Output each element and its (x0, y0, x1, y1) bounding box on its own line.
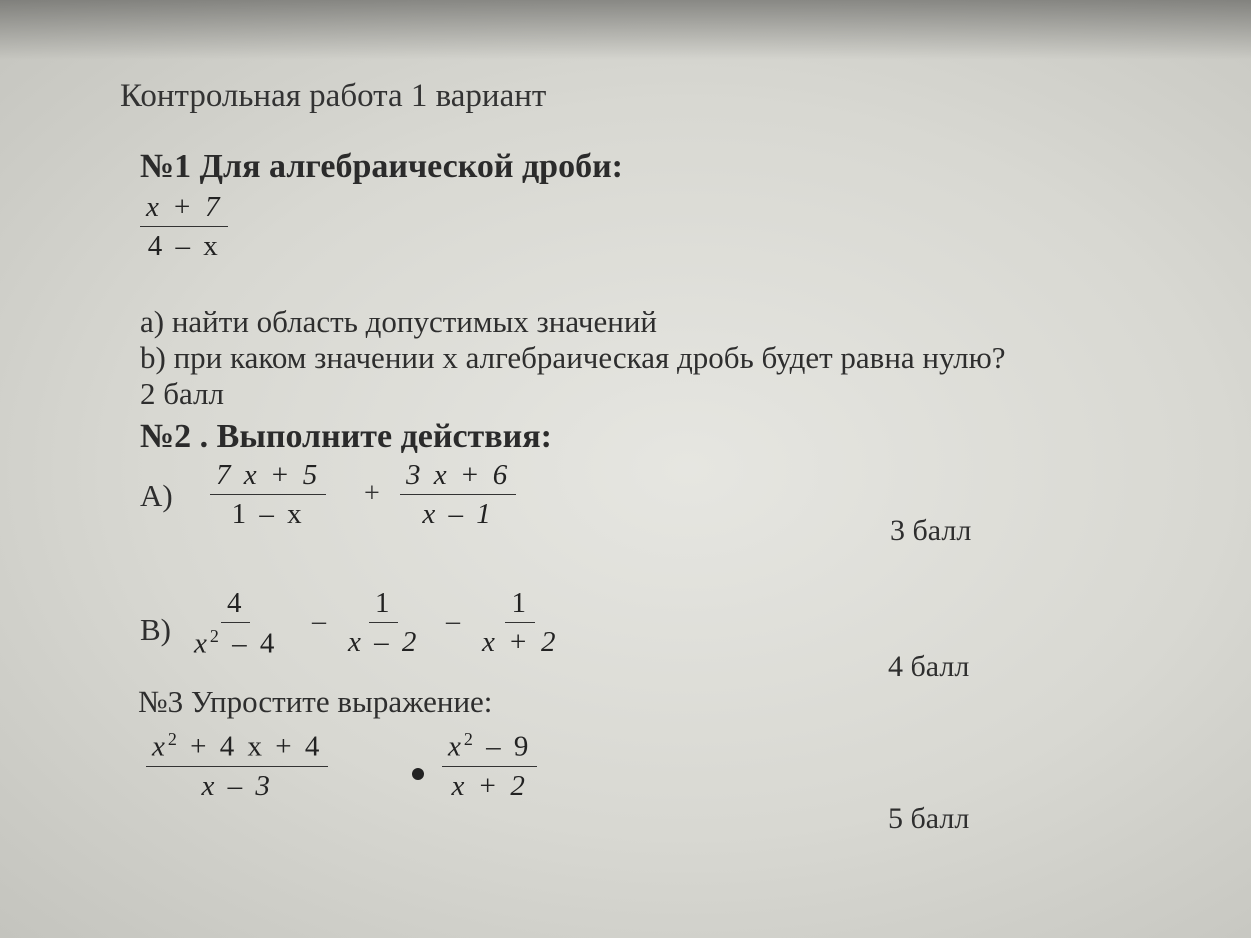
task3-fraction-1 (146, 730, 328, 802)
task2-a-fraction-2 (400, 460, 516, 531)
task2-b-score: 4 балл (888, 650, 970, 683)
task2-a-plus-sign: + (364, 478, 380, 509)
task2-b-f3-denominator: x + 2 (482, 625, 559, 658)
task1-part-b: b) при каком значении х алгебраическая дробь будет равна нулю? (140, 340, 1006, 375)
task2-b-f2-numerator: 1 (369, 588, 399, 623)
task2-a-label: А) (140, 478, 173, 513)
task2-b-f2-denominator: x – 2 (348, 625, 420, 658)
task3-f2-denominator: x + 2 (451, 769, 528, 802)
task2-b-fraction-1 (188, 588, 283, 660)
task3-f1-num-rest: + 4 x + 4 (179, 730, 323, 763)
task1-denominator: 4 – x (147, 229, 221, 262)
task2-b-f1-den-exponent: 2 (209, 625, 222, 646)
task3-f2-num-rest: – 9 (475, 730, 532, 763)
task3-f1-num-exponent: 2 (167, 729, 180, 749)
task2-a-score: 3 балл (890, 514, 972, 547)
task3-f2-num-base: x (448, 730, 464, 763)
multiplication-dot-icon (412, 768, 424, 780)
task3-heading: №3 Упростите выражение: (138, 684, 493, 719)
task1-part-a: a) найти область допустимых значений (140, 304, 658, 339)
task2-b-f3-numerator: 1 (505, 588, 535, 623)
task3-score: 5 балл (888, 802, 970, 835)
task2-b-label: В) (140, 612, 171, 647)
task2-b-minus-sign-1: – (312, 606, 326, 637)
task2-b-fraction-2 (342, 588, 425, 659)
task3-f1-denominator: x – 3 (201, 769, 273, 802)
task2-a-f1-denominator: 1 – x (231, 497, 305, 530)
task1-fraction (140, 192, 228, 263)
page-title: Контрольная работа 1 вариант (120, 78, 547, 114)
task2-b-minus-sign-2: – (446, 606, 460, 637)
task2-heading: №2 . Выполните действия: (140, 418, 552, 455)
task2-b-f1-den-rest: – 4 (221, 627, 278, 660)
task2-a-f2-numerator: 3 x + 6 (400, 460, 516, 495)
task3-fraction-2 (442, 730, 537, 802)
task1-heading: №1 Для алгебраической дроби: (140, 148, 624, 185)
task1-score: 2 балл (140, 376, 224, 411)
task2-b-f1-numerator: 4 (221, 588, 251, 623)
task1-numerator: x + 7 (140, 192, 228, 227)
task2-a-fraction-1 (210, 460, 326, 531)
task2-a-f2-denominator: x – 1 (422, 497, 494, 530)
task2-b-f1-den-base: x (194, 627, 210, 660)
task2-b-fraction-3 (476, 588, 564, 659)
task3-f2-num-exponent: 2 (463, 729, 476, 749)
task2-a-f1-numerator: 7 x + 5 (210, 460, 326, 495)
task3-f1-num-base: x (152, 730, 168, 763)
